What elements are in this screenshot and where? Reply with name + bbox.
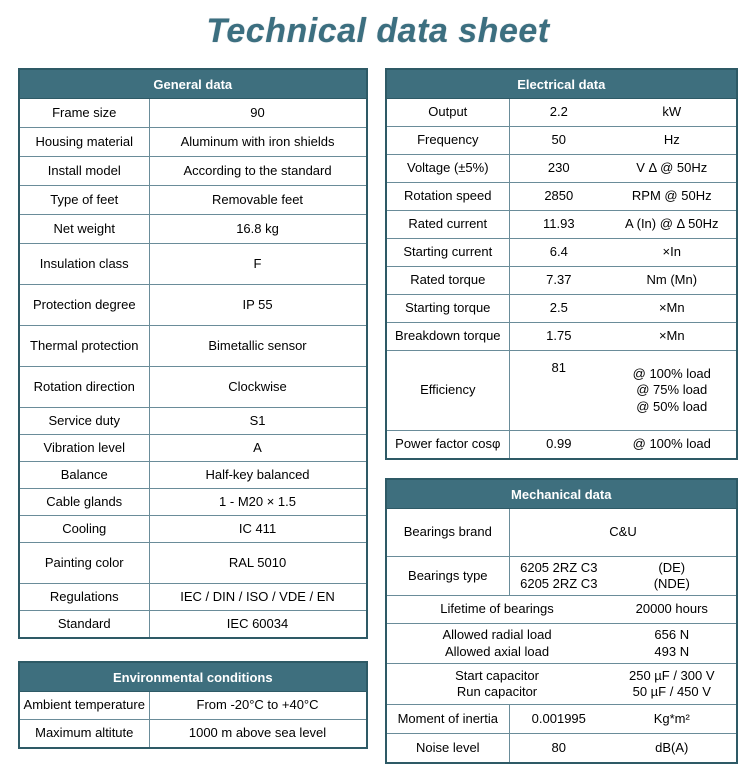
table-row [19,692,367,720]
cell-value: According to the standard [149,157,367,186]
table-row [19,367,367,408]
mechanical-data-header: Mechanical data [386,479,737,509]
cell-unit: kW [608,99,737,127]
cell-label: Noise level [386,734,510,764]
table-row [19,435,367,462]
cell-label: Service duty [19,408,149,435]
table-header-row [386,479,737,509]
table-row [386,183,737,211]
right-column [385,68,738,764]
cell-label: Starting current [386,239,510,267]
table-row [19,157,367,186]
cell-label: Power factor cosφ [386,431,510,460]
table-row [386,267,737,295]
table-header-row [386,69,737,99]
cell-label: Thermal protection [19,326,149,367]
cell-value: 20000 hours [608,596,737,624]
unit-line: @ 75% load [636,382,708,398]
cell-unit [608,557,737,596]
cell-value: 11.93 [510,211,608,239]
cell-value: IP 55 [149,285,367,326]
table-row [386,351,737,431]
table-row [19,462,367,489]
label-line: Run capacitor [456,684,538,699]
cell-value: 0.001995 [510,705,608,734]
cell-label: Efficiency [386,351,510,431]
table-row [19,543,367,584]
cell-label: Painting color [19,543,149,584]
cell-value [608,664,737,705]
table-row [19,720,367,749]
cell-unit: Nm (Mn) [608,267,737,295]
table-row [386,323,737,351]
table-row [386,211,737,239]
label-line: Allowed axial load [444,643,550,659]
cell-label: Protection degree [19,285,149,326]
cell-label: Rated torque [386,267,510,295]
table-row [386,127,737,155]
cell-value: Bimetallic sensor [149,326,367,367]
cell-unit: V Δ @ 50Hz [608,155,737,183]
cell-label: Voltage (±5%) [386,155,510,183]
table-row [19,128,367,157]
cell-value: 50 [510,127,608,155]
table-row [386,596,737,624]
cell-unit [608,351,737,431]
cell-unit: @ 100% load [608,431,737,460]
cell-label: Bearings type [386,557,510,596]
cell-value: Clockwise [149,367,367,408]
table-row [19,611,367,639]
table-row [19,584,367,611]
cell-unit: ×In [608,239,737,267]
table-row [386,509,737,557]
value-line: 6205 2RZ C3 [520,559,598,575]
mechanical-data-table [385,478,738,764]
cell-value: 16.8 kg [149,215,367,244]
table-row [386,155,737,183]
cell-value: Aluminum with iron shields [149,128,367,157]
cell-label: Cooling [19,516,149,543]
value-line: 656 N [654,627,690,643]
spacer [18,639,368,661]
table-row [386,705,737,734]
cell-unit: Hz [608,127,737,155]
cell-label [386,624,608,664]
cell-value: Removable feet [149,186,367,215]
cell-value: IEC 60034 [149,611,367,639]
cell-label: Frame size [19,99,149,128]
cell-label: Frequency [386,127,510,155]
table-row [19,489,367,516]
value-line: 50 µF / 450 V [632,684,711,699]
cell-label: Output [386,99,510,127]
unit-line: (DE) [658,559,686,575]
table-row [386,99,737,127]
value-line: 493 N [654,643,690,659]
table-row [386,295,737,323]
table-row [386,664,737,705]
cell-value: 1000 m above sea level [149,720,367,749]
cell-value [510,557,608,596]
unit-line: (NDE) [653,576,690,591]
label-line: Allowed radial load [442,627,552,643]
content-columns [0,68,756,764]
label-line: Start capacitor [455,667,539,683]
unit-line: @ 100% load [632,366,711,382]
cell-value: 7.37 [510,267,608,295]
cell-value: S1 [149,408,367,435]
cell-label: Net weight [19,215,149,244]
cell-value: Half-key balanced [149,462,367,489]
unit-line: @ 50% load [636,398,708,414]
table-row [386,239,737,267]
table-row [19,186,367,215]
cell-label: Bearings brand [386,509,510,557]
value-line: 6205 2RZ C3 [520,576,598,591]
table-row [19,285,367,326]
cell-label: Lifetime of bearings [386,596,608,624]
cell-label: Rotation speed [386,183,510,211]
table-row [19,215,367,244]
cell-value: 1.75 [510,323,608,351]
cell-value: IC 411 [149,516,367,543]
cell-label: Regulations [19,584,149,611]
cell-value: 0.99 [510,431,608,460]
environmental-conditions-table [18,661,368,749]
cell-unit: ×Mn [608,295,737,323]
cell-label: Cable glands [19,489,149,516]
cell-label [386,664,608,705]
cell-value: 6.4 [510,239,608,267]
cell-label: Maximum altitute [19,720,149,749]
environmental-conditions-header: Environmental conditions [19,662,367,692]
left-column [18,68,368,749]
cell-value: C&U [510,509,737,557]
table-row [386,734,737,764]
cell-label: Balance [19,462,149,489]
cell-value: 90 [149,99,367,128]
cell-value: 230 [510,155,608,183]
cell-unit: dB(A) [608,734,737,764]
cell-label: Type of feet [19,186,149,215]
cell-label: Vibration level [19,435,149,462]
table-row [19,408,367,435]
cell-value: From -20°C to +40°C [149,692,367,720]
cell-value: 81 [510,351,608,431]
cell-unit: RPM @ 50Hz [608,183,737,211]
cell-value: 1 - M20 × 1.5 [149,489,367,516]
spacer [385,460,738,478]
cell-label: Housing material [19,128,149,157]
cell-value: 2.5 [510,295,608,323]
table-row [19,99,367,128]
cell-label: Starting torque [386,295,510,323]
cell-value [608,624,737,664]
cell-label: Moment of inertia [386,705,510,734]
table-header-row [19,662,367,692]
table-row [19,326,367,367]
cell-value: F [149,244,367,285]
cell-label: Install model [19,157,149,186]
table-row [386,431,737,460]
table-header-row [19,69,367,99]
cell-value: IEC / DIN / ISO / VDE / EN [149,584,367,611]
cell-label: Standard [19,611,149,639]
cell-label: Rotation direction [19,367,149,408]
cell-value: 80 [510,734,608,764]
cell-label: Breakdown torque [386,323,510,351]
cell-unit: ×Mn [608,323,737,351]
cell-value: A [149,435,367,462]
page-title: Technical data sheet [206,12,550,50]
cell-unit: Kg*m² [608,705,737,734]
general-data-header: General data [19,69,367,99]
table-row [19,516,367,543]
cell-label: Ambient temperature [19,692,149,720]
cell-label: Insulation class [19,244,149,285]
cell-value: 2850 [510,183,608,211]
cell-unit: A (In) @ Δ 50Hz [608,211,737,239]
cell-value: 2.2 [510,99,608,127]
table-row [386,624,737,664]
electrical-data-header: Electrical data [386,69,737,99]
electrical-data-table [385,68,738,460]
cell-label: Rated current [386,211,510,239]
general-data-table [18,68,368,639]
table-row [386,557,737,596]
table-row [19,244,367,285]
value-line: 250 µF / 300 V [628,667,715,683]
cell-value: RAL 5010 [149,543,367,584]
